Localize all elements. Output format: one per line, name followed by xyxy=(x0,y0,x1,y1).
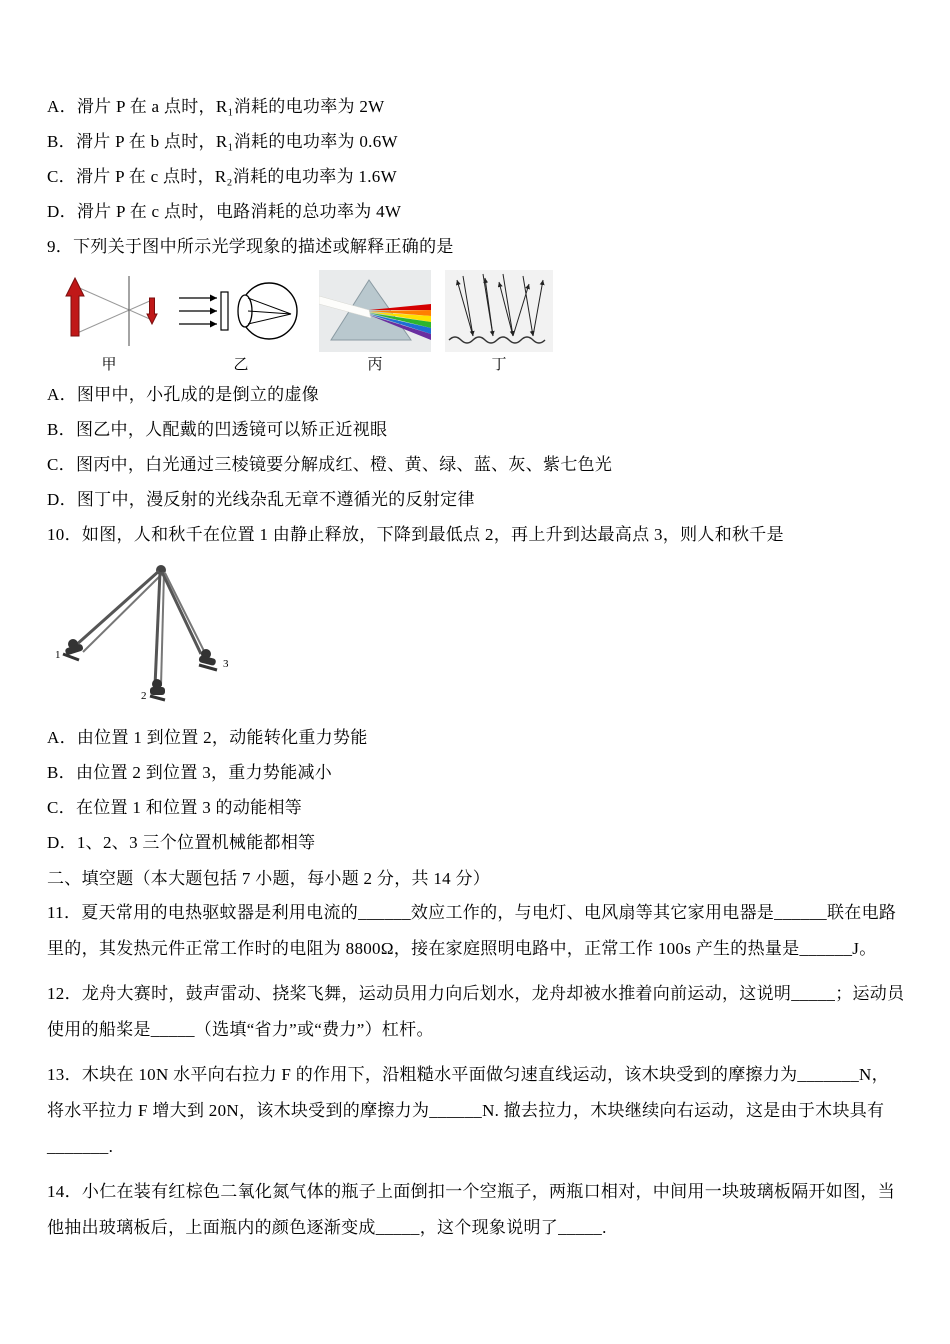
q9-figure-strip xyxy=(55,270,906,374)
q14-text: 14．小仁在装有红棕色二氧化氮气体的瓶子上面倒扣一个空瓶子，两瓶口相对，中间用一块玻璃板隔开如图，当他抽出玻璃板后，上面瓶内的颜色逐渐变成_____，这个现象说明了_____. xyxy=(47,1182,895,1237)
figure-diffuse-reflection xyxy=(445,270,553,374)
q9-option-d: D．图丁中，漫反射的光线杂乱无章不遵循光的反射定律 xyxy=(47,490,475,509)
q10-option-a: A．由位置 1 到位置 2，动能转化重力势能 xyxy=(47,728,368,747)
swing-label-2: 2 xyxy=(141,690,147,702)
q9-option-b: B．图乙中，人配戴的凹透镜可以矫正近视眼 xyxy=(47,420,388,439)
swing-label-1: 1 xyxy=(55,649,61,661)
q9-stem: 9．下列关于图中所示光学现象的描述或解释正确的是 xyxy=(47,237,454,256)
q9-option-c: C．图丙中，白光通过三棱镜要分解成红、橙、黄、绿、蓝、灰、紫七色光 xyxy=(47,455,613,474)
q10-figure xyxy=(49,558,906,713)
figure-label-ding: 丁 xyxy=(491,357,507,373)
diffuse-reflection-icon xyxy=(445,270,553,352)
section2-title: 二、填空题（本大题包括 7 小题，每小题 2 分，共 14 分） xyxy=(47,869,491,888)
q10-stem: 10．如图，人和秋千在位置 1 由静止释放，下降到最低点 2，再上升到达最高点 3，则人和秋千是 xyxy=(47,525,784,544)
figure-label-yi: 乙 xyxy=(233,357,249,373)
figure-eye-lens xyxy=(177,270,305,374)
q12-text: 12．龙舟大赛时，鼓声雷动、挠桨飞舞，运动员用力向后划水，龙舟却被水推着向前运动，这说明_____；运动员使用的船桨是_____（选填“省力”或“费力”）杠杆。 xyxy=(47,984,905,1039)
q11-text: 11．夏天常用的电热驱蚊器是利用电流的______效应工作的，与电灯、电风扇等其它家用电器是______联在电路里的，其发热元件正常工作时的电阻为 8800Ω，接在家庭照明电路中，正常工作 100s 产生的热量是______J。 xyxy=(47,903,897,958)
swing-label-3: 3 xyxy=(223,658,229,670)
swing-positions-icon xyxy=(49,558,239,708)
q10-option-c: C．在位置 1 和位置 3 的动能相等 xyxy=(47,798,303,817)
q8-option-c: C．滑片 P 在 c 点时，R₂消耗的电功率为 1.6W xyxy=(47,167,397,186)
eye-lens-icon xyxy=(177,270,305,352)
q13-text: 13．木块在 10N 水平向右拉力 F 的作用下，沿粗糙水平面做匀速直线运动，该木块受到的摩擦力为_______N，将水平拉力 F 增大到 20N，该木块受到的摩擦力为______N. 撤去拉力，木块继续向右运动，这是由于木块具有_______. xyxy=(47,1065,889,1156)
figure-prism-dispersion xyxy=(319,270,431,374)
q8-option-a: A．滑片 P 在 a 点时，R₁消耗的电功率为 2W xyxy=(47,97,385,116)
q10-option-b: B．由位置 2 到位置 3，重力势能减小 xyxy=(47,763,333,782)
q10-option-d: D．1、2、3 三个位置机械能都相等 xyxy=(47,833,316,852)
prism-icon xyxy=(319,270,431,352)
q8-option-d: D．滑片 P 在 c 点时，电路消耗的总功率为 4W xyxy=(47,202,402,221)
figure-pinhole-imaging xyxy=(55,270,163,374)
q8-option-b: B．滑片 P 在 b 点时，R₁消耗的电功率为 0.6W xyxy=(47,132,398,151)
q9-option-a: A．图甲中，小孔成的是倒立的虚像 xyxy=(47,385,320,404)
figure-label-bing: 丙 xyxy=(367,357,383,373)
pinhole-imaging-icon xyxy=(55,270,163,352)
figure-label-jia: 甲 xyxy=(101,357,117,373)
